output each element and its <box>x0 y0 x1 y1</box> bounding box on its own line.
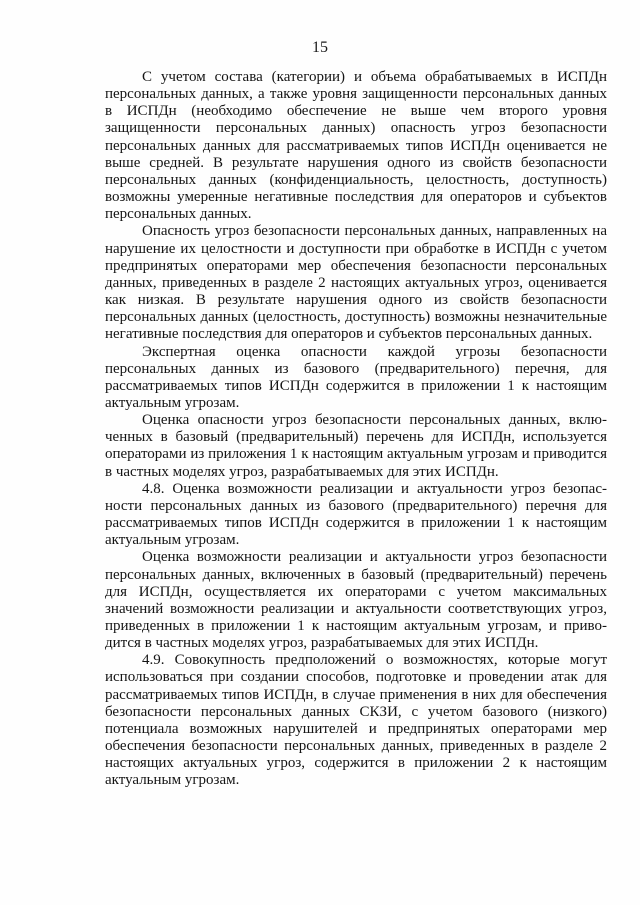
paragraph: Оценка возможности реализации и актуальности угроз безопасности персональных данных, включенных в базовый (предварительный) перечень для ИСПДн, осуществляется их операторами с учетом максимальных значений возможности реализации и актуальности соответствующих угроз, приведенных в приложении 1 к настоящим актуальным угрозам, и приводится в частных моделях угроз, разрабатываемых для этих ИСПДн. <box>105 549 607 652</box>
paragraph: 4.9. Совокупность предположений о возможностях, которые могут использоваться при создании способов, подготовке и проведении атак для рассматриваемых типов ИСПДн, в случае применения в них для обеспечения безопасности персональных данных СКЗИ, с учетом базового (низкого) потенциала возможных нарушителей и предпринятых операторами мер обеспечения безопасности персональных данных, приведенных в разделе 2 настоящих актуальных угроз, содержится в приложении 2 к настоящим актуальным угрозам. <box>105 652 607 789</box>
paragraph: Экспертная оценка опасности каждой угрозы безопасности персональных данных из базового (предварительного) перечня, для рассматриваемых типов ИСПДн содержится в приложении 1 к настоящим актуальным угрозам. <box>105 343 607 411</box>
paragraph: 4.8. Оценка возможности реализации и актуальности угроз безопасности персональных данных из базового (предварительного) перечня для рассматриваемых типов ИСПДн содержится в приложении 1 к настоящим актуальным угрозам. <box>105 480 607 549</box>
page-number: 15 <box>312 39 328 56</box>
paragraph: С учетом состава (категории) и объема обрабатываемых в ИСПДн персональных данных, а также уровня защищенности персональных данных в ИСПДн (необходимо обеспечение не выше чем второго уровня защищенности персональных данных) опасность угроз безопасности персональных данных для рассматриваемых типов ИСПДн оценивается не выше средней. В результате нарушения одного из свойств безопасности персональных данных (конфиденциальность, целостность, доступность) возможны умеренные негативные последствия для операторов и субъектов персональных данных. <box>105 69 607 223</box>
paragraph: Опасность угроз безопасности персональных данных, направленных на нарушение их целостности и доступности при обработке в ИСПДн с учетом предпринятых операторами мер обеспечения безопасности персональных данных, приведенных в разделе 2 настоящих актуальных угроз, оценивается как низкая. В результате нарушения одного из свойств безопасности персональных данных (целостность, доступность) возможны незначительные негативные последствия для операторов и субъектов персональных данных. <box>105 223 607 343</box>
paragraph: Оценка опасности угроз безопасности персональных данных, включенных в базовый (предварительный) перечень для ИСПДн, используется операторами из приложения 1 к настоящим актуальным угрозам и приводится в частных моделях угроз, разрабатываемых для этих ИСПДн. <box>105 412 607 480</box>
document-body <box>105 69 607 790</box>
